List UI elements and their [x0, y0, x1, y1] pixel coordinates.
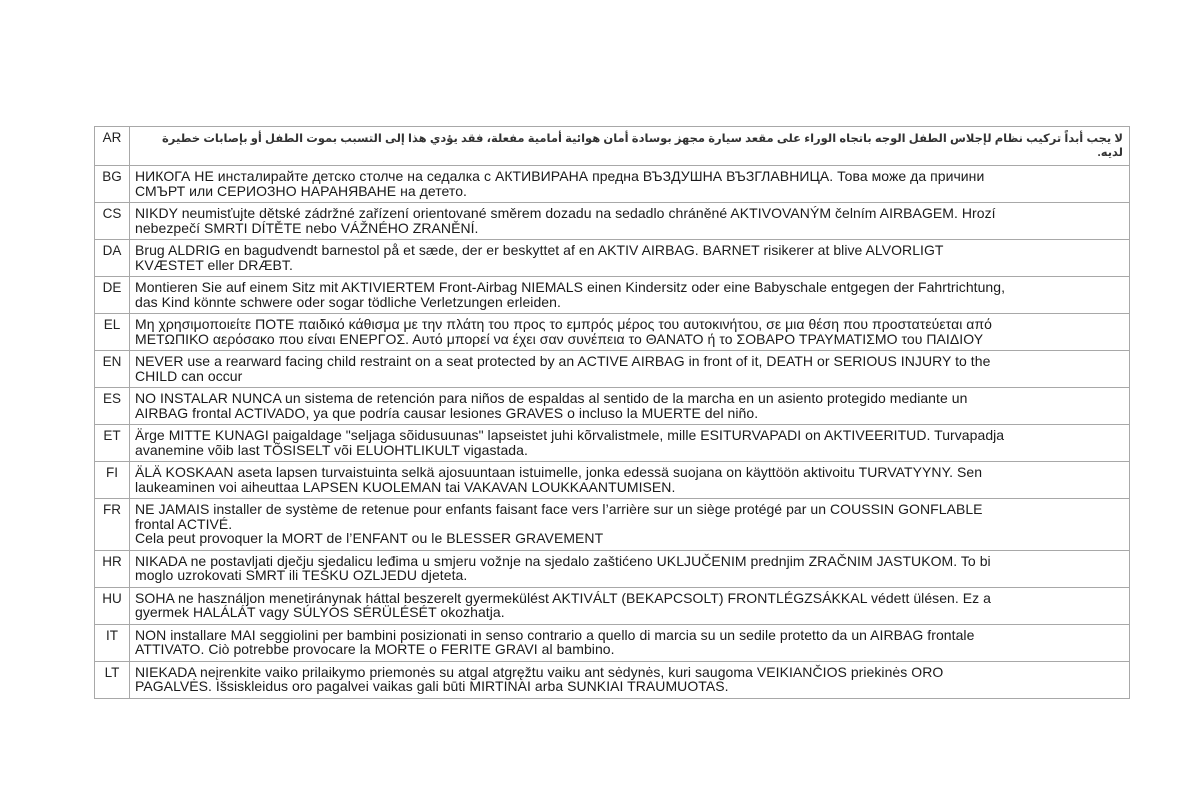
warning-row-es [95, 388, 1130, 425]
warning-text-line: avanemine võib last TÕSISELT või ELUOHTLIKULT vigastada. [135, 441, 528, 458]
warning-text-line: Cela peut provoquer la MORT de l’ENFANT ou le BLESSER GRAVEMENT [135, 530, 604, 546]
language-code: BG [95, 166, 130, 203]
warning-text-line: CHILD can occur [135, 367, 243, 384]
warning-row-fr [95, 499, 1130, 551]
language-code: IT [95, 624, 130, 661]
language-code: EN [95, 351, 130, 388]
warning-text-line: PAGALVĖS. Išsiskleidus oro pagalvei vaikas gali būti MIRTINAI arba SUNKIAI TRAUMUOTAS. [135, 678, 729, 694]
warning-text [130, 166, 1130, 203]
warning-text [130, 240, 1130, 277]
warning-text-line: NO INSTALAR NUNCA un sistema de retención para niños de espaldas al sentido de la marcha en un asiento protegido mediante un [135, 390, 968, 406]
language-code: HU [95, 587, 130, 624]
warning-text-line: NIEKADA neįrenkite vaiko prilaikymo priemonės su atgal atgręžtu vaiku ant sėdynės, kuri saugoma VEIKIANČIOS priekinės ORO [135, 663, 944, 680]
warning-text-line: moglo uzrokovati SMRT ili TEŠKU OZLJEDU djeteta. [135, 567, 468, 583]
warning-text-line: frontal ACTIVÉ. [135, 515, 233, 532]
warning-row-da [95, 240, 1130, 277]
warning-text [130, 203, 1130, 240]
warning-text-line: Montieren Sie auf einem Sitz mit AKTIVIERTEM Front-Airbag NIEMALS einen Kindersitz oder eine Babyschale entgegen der Fahrtrichtung, [135, 279, 1006, 295]
airbag-warning-table [94, 126, 1130, 699]
warning-text-line: Ärge MITTE KUNAGI paigaldage "seljaga sõidusuunas" lapseistet juhi kõrvalistmele, mille ESITURVAPADI on AKTIVEERITUD. Turvapadja [135, 427, 1005, 443]
warning-text [130, 277, 1130, 314]
warning-text [130, 351, 1130, 388]
language-code: EL [95, 314, 130, 351]
warning-text-line: NEVER use a rearward facing child restraint on a seat protected by an ACTIVE AIRBAG in front of it, DEATH or SERIOUS INJURY to the [135, 353, 991, 369]
warning-text-line: SOHA ne használjon menetiránynak háttal beszerelt gyermekülést AKTIVÁLT (BEKAPCSOLT) FRONTLÉGZSÁKKAL védett ülésen. Ez a [135, 589, 991, 606]
warning-text-line: AIRBAG frontal ACTIVADO, ya que podría causar lesiones GRAVES o incluso la MUERTE del niño. [135, 404, 759, 421]
warning-text [130, 388, 1130, 425]
warning-text-line: nebezpečí SMRTI DÍTĚTE nebo VÁŽNÉHO ZRANĚNÍ. [135, 219, 479, 236]
language-code: ES [95, 388, 130, 425]
warning-text [130, 127, 1130, 166]
language-code: LT [95, 661, 130, 698]
warning-text-line: НИКОГА НЕ инсталирайте детско столче на седалка с АКТИВИРАНА предна ВЪЗДУШНА ВЪЗГЛАВНИЦА. Това може да причини [135, 168, 985, 184]
warning-row-bg [95, 166, 1130, 203]
language-code: HR [95, 550, 130, 587]
warning-text-line: NIKDY neumisťujte dětské zádržné zařízení orientované směrem dozadu na sedadlo chráněné AKTIVOVANÝM čelním AIRBAGEM. Hrozí [135, 205, 996, 221]
warning-text [130, 661, 1130, 698]
warning-row-lt [95, 661, 1130, 698]
warning-text [130, 587, 1130, 624]
warning-text [130, 314, 1130, 351]
warning-text-line: NE JAMAIS installer de système de retenue pour enfants faisant face vers l’arrière sur un siège protégé par un COUSSIN GONFLABLE [135, 501, 983, 517]
warning-text-line: NON installare MAI seggiolini per bambini posizionati in senso contrario a quello di marcia su un sedile protetto da un AIRBAG frontale [135, 626, 975, 643]
warning-text-line: ATTIVATO. Ciò potrebbe provocare la MORTE o FERITE GRAVI al bambino. [135, 641, 615, 657]
warning-text [130, 462, 1130, 499]
warning-text-line: das Kind könnte schwere oder sogar tödliche Verletzungen erleiden. [135, 293, 561, 310]
language-code: AR [95, 127, 130, 166]
language-code: FI [95, 462, 130, 499]
warning-text [130, 624, 1130, 661]
warning-text [130, 499, 1130, 551]
warning-text-line: NIKADA ne postavljati dječju sjedalicu leđima u smjeru vožnje na sjedalo zaštićeno UKLJUČENIM prednjim ZRAČNIM JASTUKOM. To bi [135, 552, 991, 569]
warning-text-line: gyermek HALÁLÁT vagy SÚLYOS SÉRÜLÉSÉT okozhatja. [135, 604, 505, 620]
warning-text-line: ΜΕΤΩΠΙΚΟ αερόσακο που είναι ΕΝΕΡΓΟΣ. Αυτό μπορεί να έχει σαν συνέπεια το ΘΑΝΑΤΟ ή το ΣΟΒΑΡΟ ΤΡΑΥΜΑΤΙΣΜΟ του ΠΑΙΔΙΟΥ [135, 330, 984, 347]
language-code: FR [95, 499, 130, 551]
language-code: ET [95, 425, 130, 462]
warning-row-hr [95, 550, 1130, 587]
warning-text-line: СМЪРТ или СЕРИОЗНО НАРАНЯВАНЕ на детето. [135, 182, 467, 199]
warning-row-fi [95, 462, 1130, 499]
warning-text-line: ÄLÄ KOSKAAN aseta lapsen turvaistuinta selkä ajosuuntaan istuimelle, jonka edessä suojana on käyttöön aktivoitu TURVATYYNY. Sen [135, 464, 983, 480]
warning-rows [95, 127, 1130, 699]
warning-row-it [95, 624, 1130, 661]
warning-row-hu [95, 587, 1130, 624]
warning-row-et [95, 425, 1130, 462]
language-code: CS [95, 203, 130, 240]
warning-text-line: Brug ALDRIG en bagudvendt barnestol på et sæde, der er beskyttet af en AKTIV AIRBAG. BARNET risikerer at blive ALVORLIGT [135, 242, 944, 258]
warning-text-line: laukeaminen voi aiheuttaa LAPSEN KUOLEMAN tai VAKAVAN LOUKKAANTUMISEN. [135, 478, 676, 495]
warning-text-line: Μη χρησιμοποιείτε ΠΟΤΕ παιδικό κάθισμα με την πλάτη του προς το εμπρός μέρος του αυτοκινήτου, σε μια θέση που προστατεύεται από [135, 316, 992, 332]
warning-row-en [95, 351, 1130, 388]
warning-text [130, 425, 1130, 462]
warning-text-line: KVÆSTET eller DRÆBT. [135, 256, 293, 273]
warning-row-ar [95, 127, 1130, 166]
warning-row-de [95, 277, 1130, 314]
warning-row-cs [95, 203, 1130, 240]
warning-row-el [95, 314, 1130, 351]
warning-text-line: لا يجب أبداً تركيب نظام لإجلاس الطفل الوجه باتجاه الوراء على مقعد سيارة مجهز بوسادة أمان هوائية أمامية مفعلة، فقد يؤدي هذا إلى التسبب بموت الطفل أو بإصابات خطيرة لديه. [162, 133, 1123, 159]
language-code: DA [95, 240, 130, 277]
warning-text [130, 550, 1130, 587]
language-code: DE [95, 277, 130, 314]
